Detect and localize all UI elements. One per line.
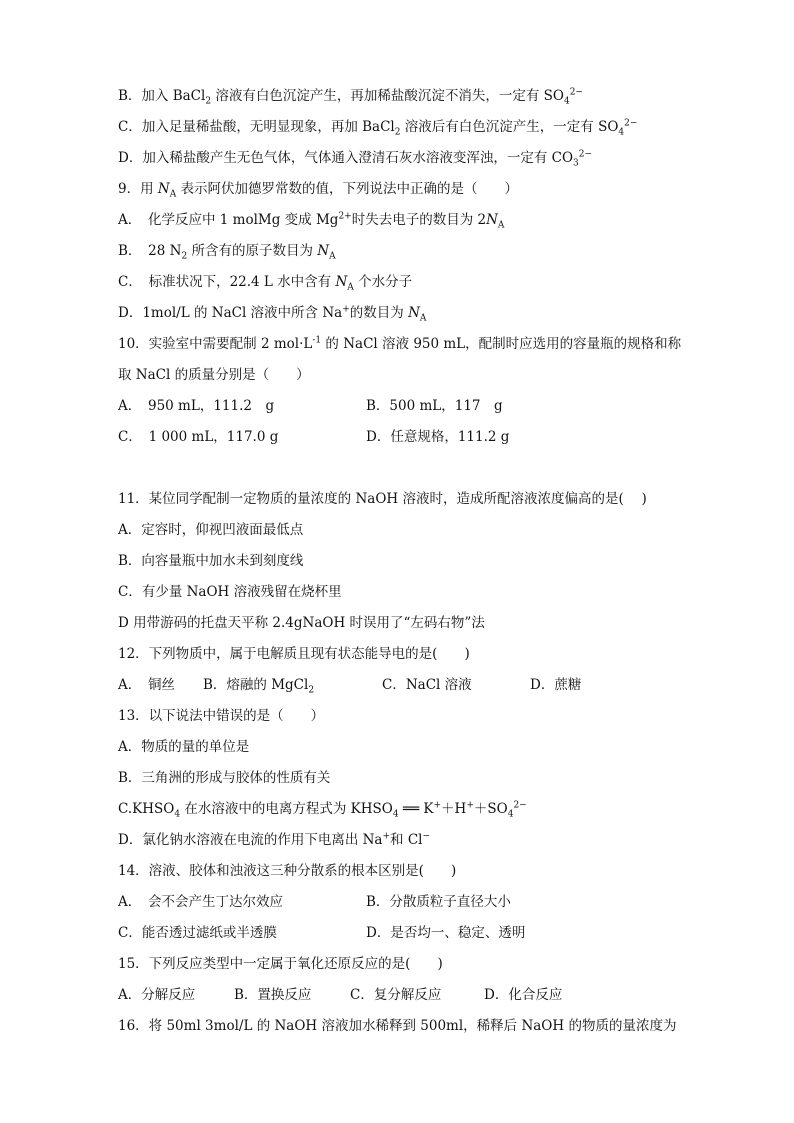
text-line: D．加入稀盐酸产生无色气体，气体通入澄清石灰水溶液变浑浊，一定有 $CO_3^{2-}$ [118, 149, 593, 169]
text-line: A．物质的量的单位是 [118, 739, 250, 755]
text-line: C． 标准状况下，22.4 L 水中含有 $N_A$ 个水分子 [118, 274, 413, 293]
text-line: D．1mol/L 的 NaCl 溶液中所含 Na+的数目为 $N_A$ [118, 304, 427, 324]
text-line: 11．某位同学配制一定物质的量浓度的 NaOH 溶液时，造成所配溶液浓度偏高的是( ) [118, 491, 647, 507]
answer-option: D．蔗糖 [530, 677, 582, 693]
text-line: 14．溶液、胶体和浊液这三种分散系的根本区别是( ) [118, 863, 457, 879]
answer-option: B．500 mL，117 g [366, 398, 503, 414]
text-line: 10．实验室中需要配制 2 $mol\cdot L^{-1}$ 的 NaCl 溶液 950 mL，配制时应选用的容量瓶的规格和称 [118, 335, 682, 352]
answer-option: B．熔融的 MgCl$_2$ [203, 677, 315, 696]
answer-option: C．复分解反应 [350, 987, 442, 1003]
answer-option: A． 会不会产生丁达尔效应 [118, 894, 283, 910]
answer-option: D．任意规格，111.2 g [366, 429, 510, 445]
text-line: C．有少量 NaOH 溶液残留在烧杯里 [118, 584, 342, 600]
answer-option: B．置换反应 [234, 987, 312, 1003]
text-line: A． 化学反应中 1 molMg 变成 $Mg^{2+}$时失去电子的数目为 $2N_A$ [118, 211, 505, 231]
text-line: D．氯化钠水溶液在电流的作用下电离出 Na+和 Cl− [118, 831, 431, 848]
answer-option: D．是否均一、稳定、透明 [366, 925, 526, 941]
answer-option: C．能否透过滤纸或半透膜 [118, 925, 277, 941]
answer-option: C． 1 000 mL，117.0 g [118, 429, 279, 445]
text-line: 13．以下说法中错误的是（ ） [118, 708, 325, 724]
text-line: 12．下列物质中，属于电解质且现有状态能导电的是( ) [118, 646, 470, 662]
text-line: 15．下列反应类型中一定属于氧化还原反应的是( ) [118, 956, 443, 972]
text-line: $C.KHSO_4$ 在水溶液中的电离方程式为 $KHSO_4$ ══ $K^++H^++SO_4^{2-}$ [118, 800, 527, 820]
text-line: B．三角洲的形成与胶体的性质有关 [118, 770, 331, 786]
answer-option: B．分散质粒子直径大小 [366, 894, 511, 910]
answer-option: D．化合反应 [484, 987, 563, 1003]
answer-option: C．NaCl 溶液 [382, 677, 472, 693]
text-line: B．向容量瓶中加水未到刻度线 [118, 553, 304, 569]
text-line: B．加入 BaCl$_2$ 溶液有白色沉淀产生，再加稀盐酸沉淀不消失，一定有 $SO_4^{2-}$ [118, 87, 583, 107]
text-line: D 用带游码的托盘天平称 2.4gNaOH 时误用了“左码右物”法 [118, 615, 485, 631]
text-line: B． 28 $N_2$ 所含有的原子数目为 $N_A$ [118, 243, 336, 262]
text-line: A．定容时，仰视凹液面最低点 [118, 522, 304, 538]
text-line: C．加入足量稀盐酸，无明显现象，再加 BaCl$_2$ 溶液后有白色沉淀产生，一定有 $SO_4^{2-}$ [118, 118, 638, 138]
text-line: 16．将 50ml 3mol/L 的 NaOH 溶液加水稀释到 500ml，稀释后 NaOH 的物质的量浓度为 [118, 1018, 677, 1034]
answer-option: A．分解反应 [118, 987, 196, 1003]
answer-option: A． 950 mL，111.2 g [118, 398, 275, 414]
text-line: 9．用 $N_A$ 表示阿伏加德罗常数的值，下列说法中正确的是（ ） [118, 181, 518, 200]
answer-option: A． 铜丝 [118, 677, 175, 693]
text-line: 取 NaCl 的质量分别是（ ） [118, 367, 310, 383]
